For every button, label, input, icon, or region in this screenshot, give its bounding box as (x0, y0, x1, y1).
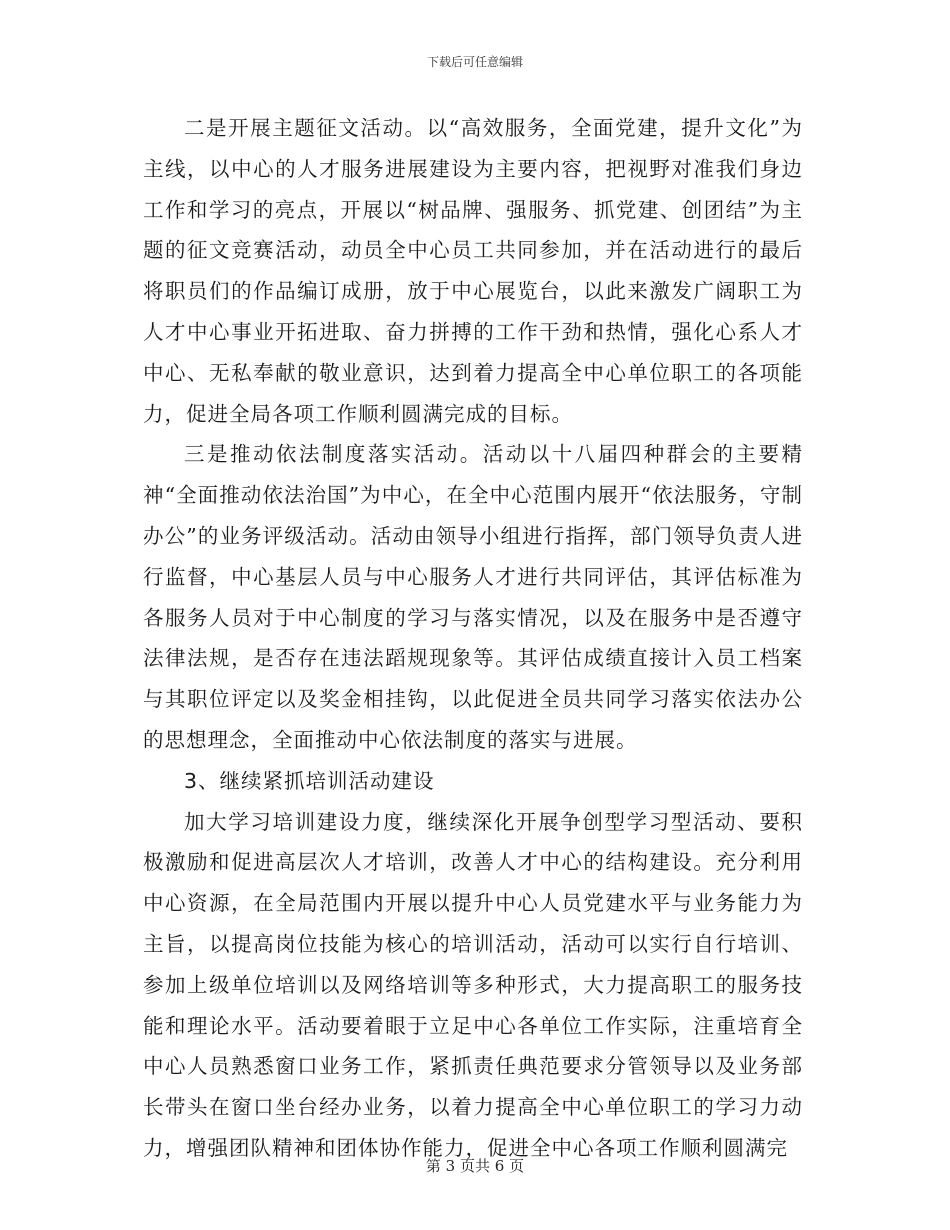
paragraph-essay-activity: 二是开展主题征文活动。以“高效服务，全面党建，提升文化”为主线，以中心的人才服务进展建设为主要内容，把视野对准我们身边工作和学习的亮点，开展以“树品牌、强服务、抓党建、创团结”为主题的征文竞赛活动，动员全中心员工共同参加，并在活动进行的最后将职员们的作品编订成册，放于中心展览台，以此来激发广阔职工为人才中心事业开拓进取、奋力拼搏的工作干劲和热情，强化心系人才中心、无私奉献的敬业意识，达到着力提高全中心单位职工的各项能力，促进全局各项工作顺利圆满完成的目标。 (143, 116, 803, 426)
section-heading-training: 3、继续紧抓培训活动建设 (184, 768, 435, 793)
paragraph-rule-of-law-activity: 三是推动依法制度落实活动。活动以十八届四种群会的主要精神“全面推动依法治国”为中心，在全中心范围内展开“依法服务，守制办公”的业务评级活动。活动由领导小组进行指挥，部门领导负责人进行监督，中心基层人员与中心服务人才进行共同评估，其评估标准为各服务人员对于中心制度的学习与落实情况，以及在服务中是否遵守法律法规，是否存在违法蹈规现象等。其评估成绩直接计入员工档案与其职位评定以及奖金相挂钩，以此促进全员共同学习落实依法办公的思想理念，全面推动中心依法制度的落实与进展。 (143, 442, 803, 752)
page-number: 第 3 页共 6 页 (425, 1157, 525, 1175)
document-body (143, 108, 803, 1169)
page-header-note: 下载后可任意编辑 (426, 55, 523, 69)
paragraph-training-activity: 加大学习培训建设力度，继续深化开展争创型学习型活动、要积极激励和促进高层次人才培训，改善人才中心的结构建设。充分利用中心资源，在全局范围内开展以提升中心人员党建水平与业务能力为主旨，以提高岗位技能为核心的培训活动，活动可以实行自行培训、参加上级单位培训以及网络培训等多种形式，大力提高职工的服务技能和理论水平。活动要着眼于立足中心各单位工作实际，注重培育全中心人员熟悉窗口业务工作，紧抓责任典范要求分管领导以及业务部长带头在窗口坐台经办业务，以着力提高全中心单位职工的学习力动力，增强团队精神和团体协作能力，促进全中心各项工作顺利圆满完 (143, 809, 803, 1160)
